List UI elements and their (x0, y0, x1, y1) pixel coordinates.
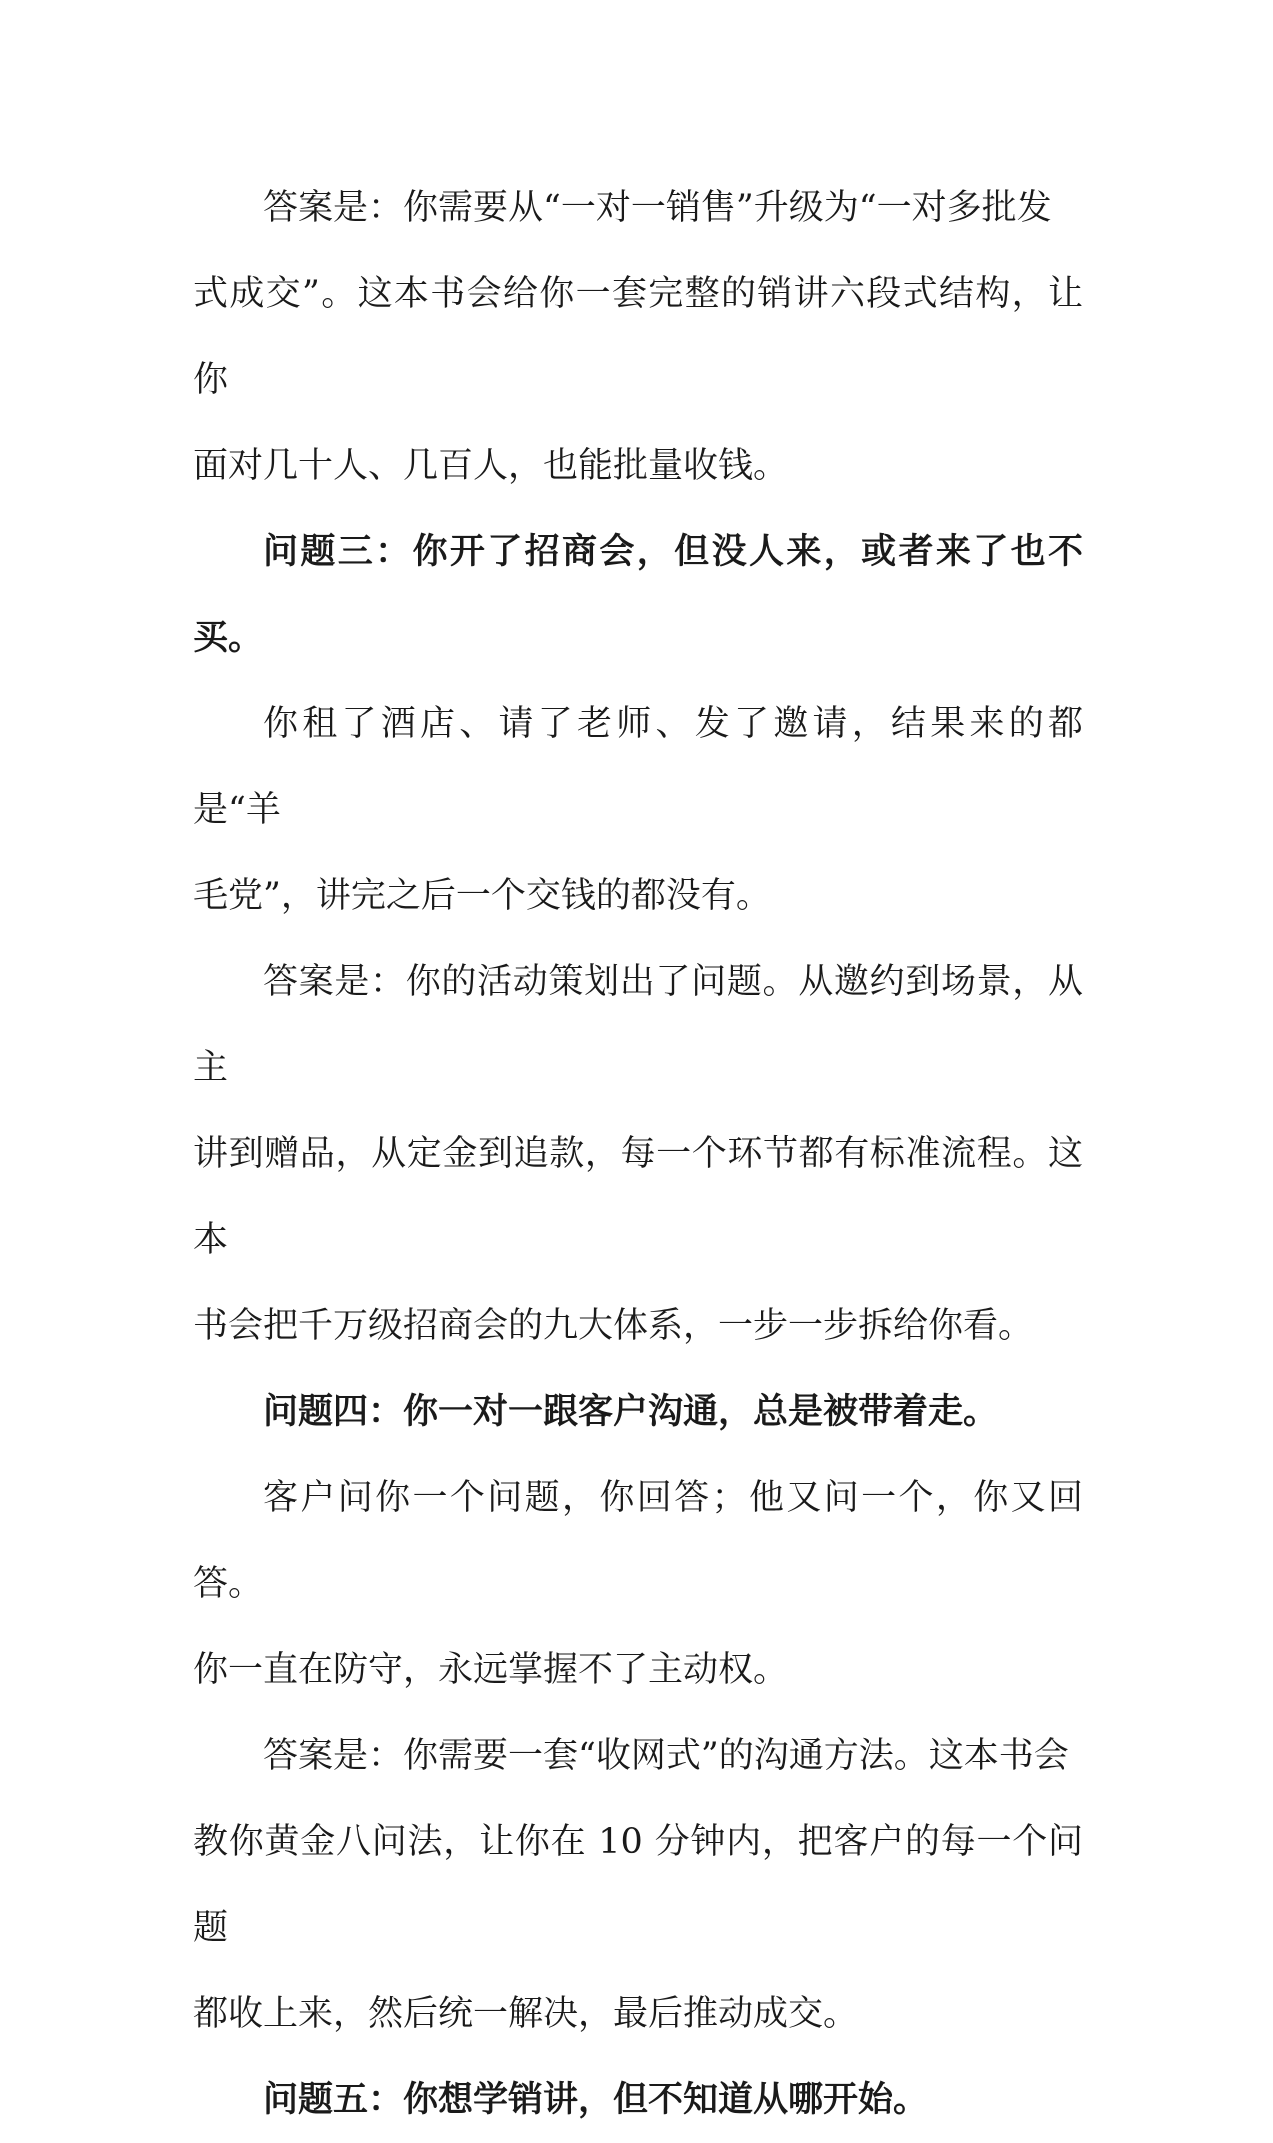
paragraph-answer-two: 答案是：你需要从“一对一销售”升级为“一对多批发 式成交”。这本书会给你一套完整的销讲六段式结构，让你 面对几十人、几百人，也能批量收钱。 (193, 188, 1083, 486)
heading-question-three: 问题三：你开了招商会，但没人来，或者来了也不买。 (193, 532, 1083, 658)
paragraph-answer-four: 答案是：你需要一套“收网式”的沟通方法。这本书会 教你黄金八问法，让你在 10 分钟内，把客户的每一个问题 都收上来，然后统一解决，最后推动成交。 (193, 1736, 1083, 2034)
paragraph-question-three-detail: 你租了酒店、请了老师、发了邀请，结果来的都是“羊 毛党”，讲完之后一个交钱的都没有。 (193, 704, 1083, 916)
paragraph-answer-three: 答案是：你的活动策划出了问题。从邀约到场景，从主 讲到赠品，从定金到追款，每一个环节都有标准流程。这本 书会把千万级招商会的九大体系，一步一步拆给你看。 (193, 962, 1083, 1346)
paragraph-question-four-detail: 客户问你一个问题，你回答；他又问一个，你又回答。 你一直在防守，永远掌握不了主动权。 (193, 1478, 1083, 1690)
heading-question-four: 问题四：你一对一跟客户沟通，总是被带着走。 (263, 1392, 999, 1432)
heading-question-five: 问题五：你想学销讲，但不知道从哪开始。 (263, 2080, 929, 2120)
document-page (193, 165, 1083, 2143)
